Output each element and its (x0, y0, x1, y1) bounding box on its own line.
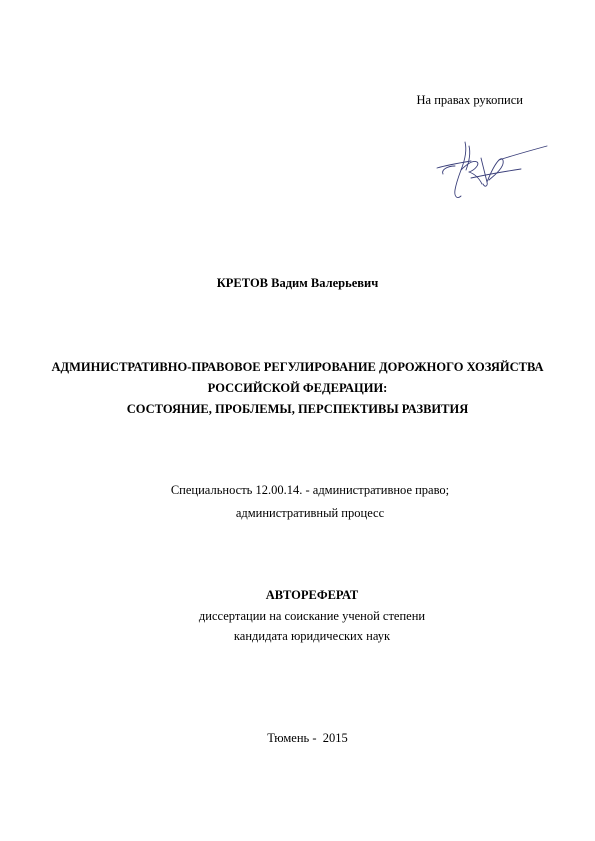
abstract-heading: АВТОРЕФЕРАТ (265, 588, 359, 602)
title-line-3: СОСТОЯНИЕ, ПРОБЛЕМЫ, ПЕРСПЕКТИВЫ РАЗВИТИЯ (126, 402, 469, 416)
abstract-line-1: диссертации на соискание ученой степени (198, 609, 426, 623)
author-name: КРЕТОВ Вадим Валерьевич (216, 276, 379, 290)
specialty-block (0, 479, 595, 525)
dissertation-title (0, 357, 595, 420)
specialty-line-2: административный процесс (235, 506, 385, 520)
specialty-line-1: Специальность 12.00.14. - административное право; (170, 483, 450, 497)
title-line-2: РОССИЙСКОЙ ФЕДЕРАЦИИ: (207, 381, 388, 395)
abstract-line-2: кандидата юридических наук (233, 629, 391, 643)
title-line-1: АДМИНИСТРАТИВНО-ПРАВОВОЕ РЕГУЛИРОВАНИЕ ДОРОЖНОГО ХОЗЯЙСТВА (51, 360, 544, 374)
abstract-block (0, 585, 595, 646)
handwritten-signature (425, 138, 550, 208)
manuscript-note: На правах рукописи (416, 93, 523, 107)
city-year: Тюмень - 2015 (267, 731, 348, 745)
